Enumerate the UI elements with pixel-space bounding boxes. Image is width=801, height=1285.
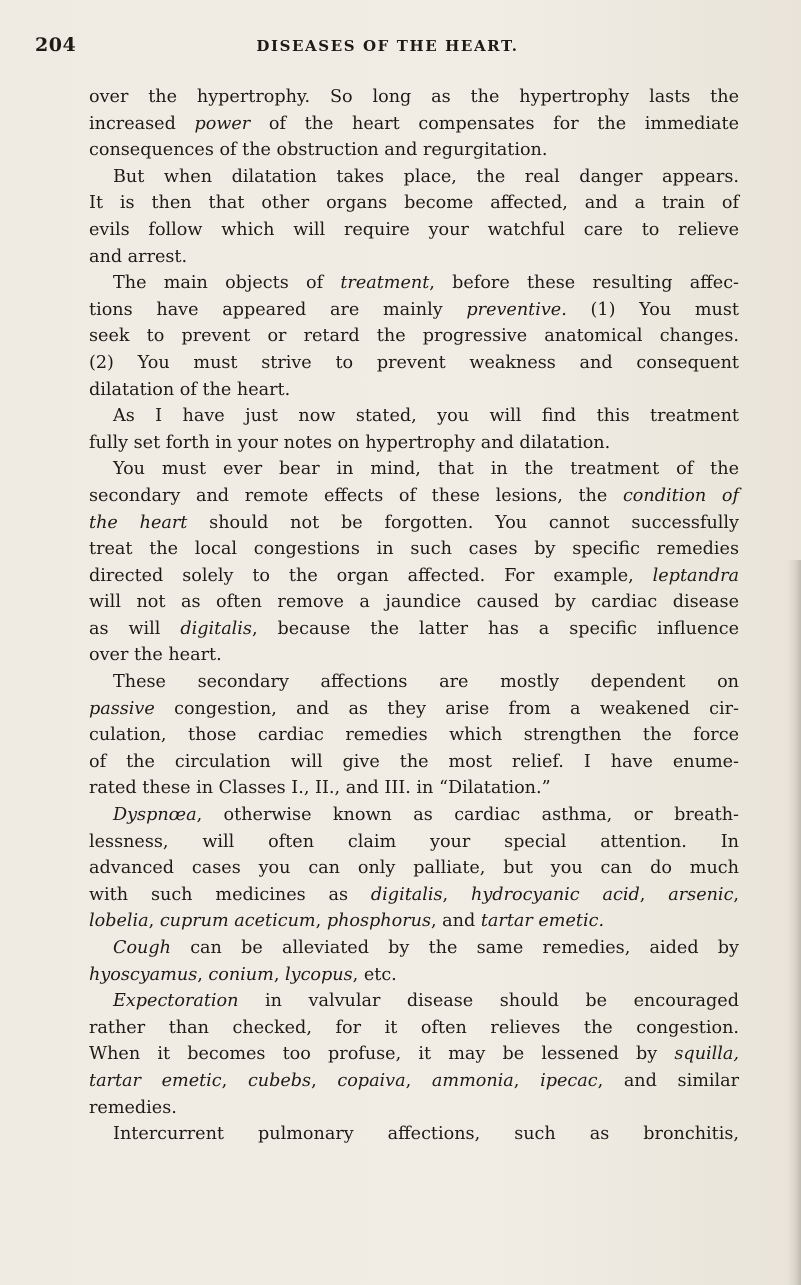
text-line: But when dilatation takes place, the real danger appears. <box>113 166 739 187</box>
text-segment: as will <box>89 618 181 639</box>
body-text <box>89 84 739 1148</box>
text-segment: increased <box>89 113 195 134</box>
text-segment: (1) You must <box>566 299 739 320</box>
italic-term: tartar emetic <box>89 1070 222 1091</box>
text-line: (2) You must strive to prevent weakness and consequent <box>89 352 739 373</box>
text-segment: can be alleviated by the same remedies, aided by <box>170 938 739 958</box>
italic-term: arsenic <box>668 884 734 905</box>
italic-term: phosphorus <box>326 911 431 932</box>
text-line: rated these in Classes I., II., and III. in “Dilatation.” <box>89 778 551 799</box>
text-segment: , and <box>430 911 481 932</box>
text-line <box>89 935 739 962</box>
text-line: seek to prevent or retard the progressive anatomical changes. <box>89 326 739 347</box>
italic-term: leptandra <box>652 565 739 586</box>
text-segment: , and similar <box>597 1070 740 1091</box>
text-segment: , <box>221 1070 248 1091</box>
italic-term: ammonia <box>431 1070 514 1091</box>
text-line: It is then that other organs become affected, and a train of <box>89 193 739 214</box>
italic-term: Cough <box>113 938 171 958</box>
text-segment: The main objects of <box>113 273 341 294</box>
text-segment: , <box>405 1070 432 1091</box>
text-segment: directed solely to the organ affected. For example, <box>89 565 653 586</box>
running-head: DISEASES OF THE HEART. <box>256 37 519 55</box>
italic-term: digitalis <box>370 884 443 905</box>
text-line <box>89 563 739 590</box>
text-segment: , <box>197 964 209 985</box>
page-number: 204 <box>35 34 77 56</box>
text-line <box>89 988 739 1015</box>
text-line <box>89 1068 739 1095</box>
italic-term: tartar emetic. <box>480 911 605 932</box>
text-line: rather than checked, for it often relieves the congestion. <box>89 1017 739 1038</box>
italic-term: hydrocyanic acid <box>471 884 640 905</box>
text-segment: , <box>442 884 472 905</box>
italic-term: cubebs <box>247 1070 312 1091</box>
text-segment: When it becomes too profuse, it may be lessened by <box>89 1044 675 1065</box>
text-line <box>89 510 739 537</box>
text-line <box>89 616 739 643</box>
text-segment: should not be forgotten. You cannot successfully <box>187 512 739 533</box>
italic-term: lycopus <box>285 964 353 985</box>
text-segment: , because the latter has a specific influence <box>251 618 739 639</box>
text-line <box>89 962 739 989</box>
text-line: evils follow which will require your watchful care to relieve <box>89 219 739 240</box>
text-line: advanced cases you can only palliate, but you can do much <box>89 858 739 879</box>
text-line <box>89 1041 739 1068</box>
text-segment: , <box>148 911 160 932</box>
text-line: will not as often remove a jaundice caused by cardiac disease <box>89 592 739 613</box>
text-segment: , <box>315 911 327 932</box>
text-segment: secondary and remote effects of these lesions, the <box>89 485 623 506</box>
italic-term: power <box>194 113 251 134</box>
text-line <box>89 483 739 510</box>
italic-term: cuprum aceticum <box>159 911 316 932</box>
text-line: of the circulation will give the most relief. I have enume- <box>89 751 739 772</box>
text-line: These secondary affections are mostly dependent on <box>113 672 739 693</box>
text-line: over the hypertrophy. So long as the hypertrophy lasts the <box>89 87 739 107</box>
text-segment: in valvular disease should be encouraged <box>238 991 739 1012</box>
text-segment: , <box>273 964 286 985</box>
text-line: treat the local congestions in such cases by specific remedies <box>89 539 739 560</box>
text-segment: with such medicines as <box>89 884 371 905</box>
text-segment: , otherwise known as cardiac asthma, or breath- <box>196 805 739 826</box>
text-line: dilatation of the heart. <box>89 379 291 400</box>
italic-term: conium <box>208 964 274 985</box>
text-line <box>89 696 739 723</box>
text-segment: , <box>513 1070 541 1091</box>
text-line: As I have just now stated, you will find this treatment <box>113 406 739 427</box>
italic-term: digitalis <box>180 618 252 639</box>
page-edge-shadow <box>787 560 801 1285</box>
italic-term: the heart <box>89 512 188 533</box>
text-line <box>89 882 739 909</box>
text-line <box>89 270 739 297</box>
text-line: and arrest. <box>89 246 188 267</box>
italic-term: condition of <box>622 485 739 506</box>
text-segment: , <box>733 884 740 905</box>
text-line: culation, those cardiac remedies which strengthen the force <box>89 725 739 746</box>
italic-term: treatment <box>340 273 430 294</box>
text-segment: , <box>639 884 669 905</box>
italic-term: Expectoration <box>113 991 239 1012</box>
italic-term: ipecac <box>540 1070 598 1091</box>
italic-term: squilla, <box>674 1044 739 1065</box>
text-line <box>89 111 739 138</box>
text-line: lessness, will often claim your special attention. In <box>89 831 739 852</box>
italic-term: Dyspnœa <box>113 805 197 826</box>
page-header <box>35 34 740 62</box>
italic-term: passive <box>89 698 155 719</box>
text-line: over the heart. <box>89 645 222 666</box>
text-line <box>89 908 739 935</box>
text-line: fully set forth in your notes on hypertrophy and dilatation. <box>89 432 611 453</box>
text-line: consequences of the obstruction and regurgitation. <box>89 140 548 161</box>
italic-term: lobelia <box>89 911 149 932</box>
italic-term: copaiva <box>337 1070 406 1091</box>
italic-term: hyoscyamus <box>89 964 198 985</box>
text-line: remedies. <box>89 1097 177 1118</box>
text-line <box>89 297 739 324</box>
text-segment: , <box>311 1070 338 1091</box>
text-segment: congestion, and as they arise from a weakened cir- <box>154 698 739 719</box>
text-segment: , etc. <box>352 964 397 985</box>
text-line: You must ever bear in mind, that in the treatment of the <box>113 459 739 480</box>
text-segment: , before these resulting affec- <box>429 273 739 294</box>
text-line: Intercurrent pulmonary affections, such as bronchitis, <box>113 1124 739 1145</box>
text-segment: tions have appeared are mainly <box>89 299 467 320</box>
text-segment: of the heart compensates for the immediate <box>250 113 739 134</box>
italic-term: preventive. <box>466 299 567 320</box>
text-line <box>89 802 739 829</box>
